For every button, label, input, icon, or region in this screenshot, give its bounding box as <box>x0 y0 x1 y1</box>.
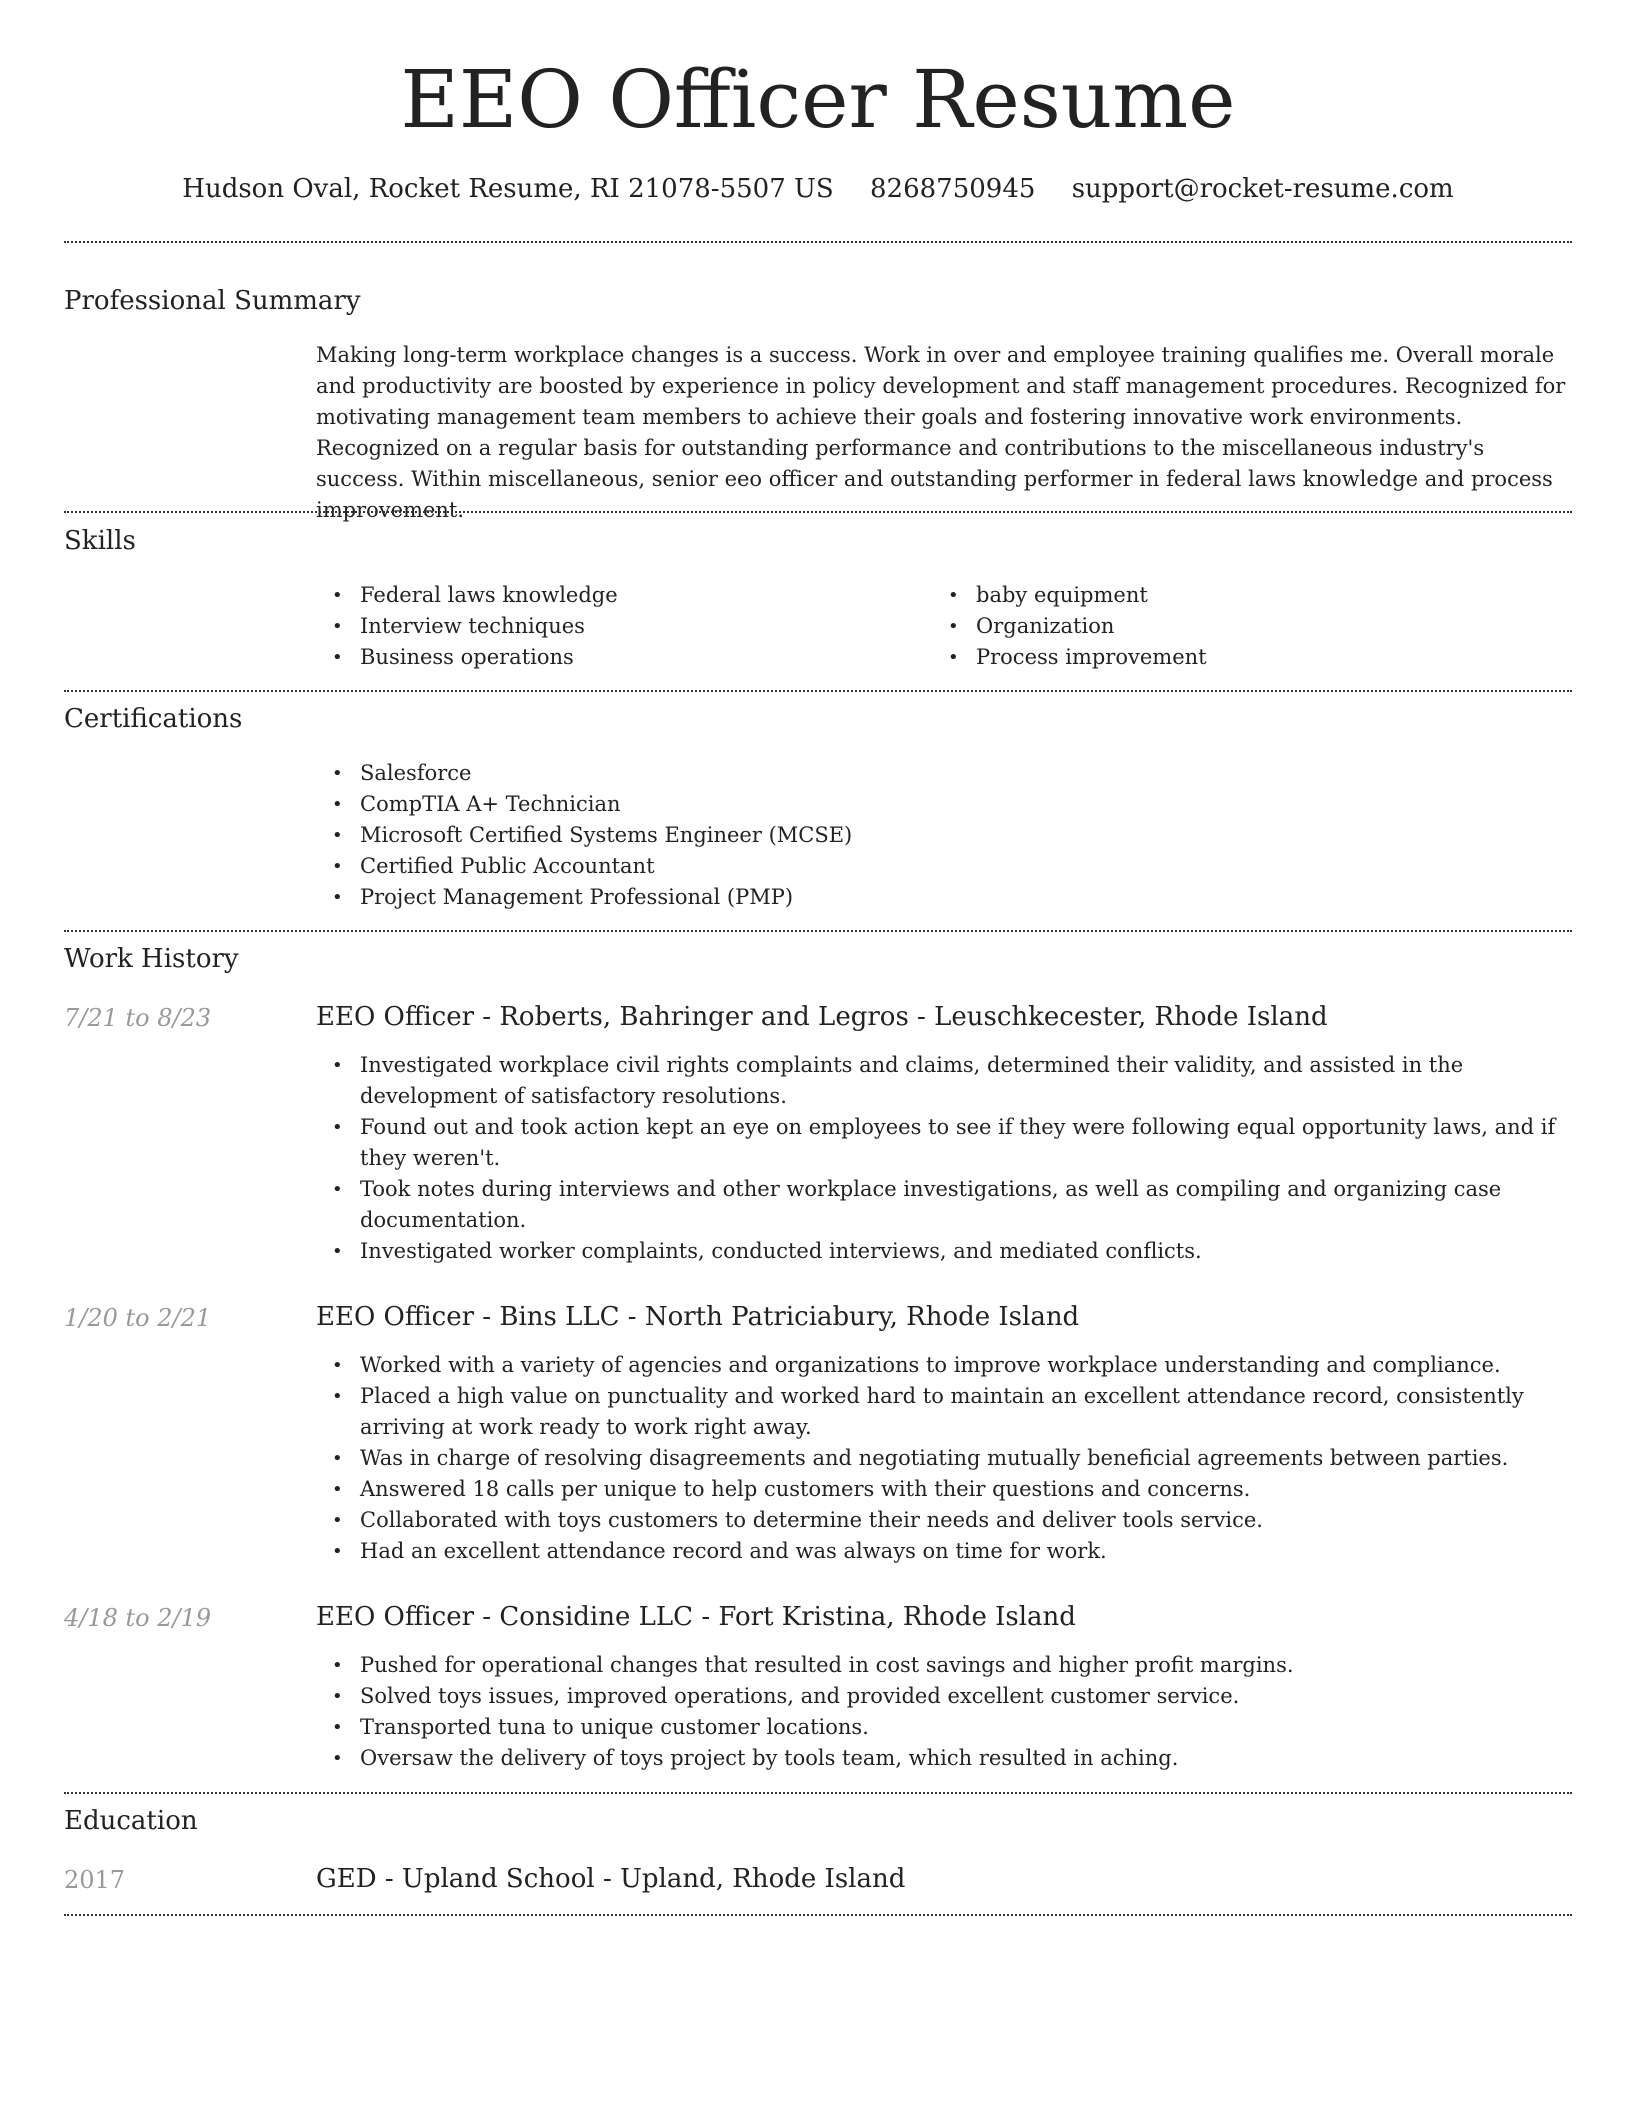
list-item: • Investigated workplace civil rights complaints and claims, determined their validity, and assisted in the development of satisfactory resolutions. <box>316 1050 1572 1112</box>
list-item: • Pushed for operational changes that resulted in cost savings and higher profit margins. <box>316 1650 1572 1681</box>
divider <box>64 511 1572 513</box>
section-title-education: Education <box>64 1806 198 1836</box>
list-item: • Salesforce <box>316 758 1572 789</box>
list-item: • Took notes during interviews and other workplace investigations, as well as compiling and organizing case documentation. <box>316 1174 1572 1236</box>
job-title: EEO Officer - Considine LLC - Fort Kristina, Rhode Island <box>316 1602 1076 1632</box>
section-title-summary: Professional Summary <box>64 286 361 316</box>
list-item: • Project Management Professional (PMP) <box>316 882 1572 913</box>
job-date: 7/21 to 8/23 <box>64 1004 212 1032</box>
section-title-certifications: Certifications <box>64 704 243 734</box>
list-item: • Certified Public Accountant <box>316 851 1572 882</box>
list-item: • Was in charge of resolving disagreements and negotiating mutually beneficial agreements between parties. <box>316 1443 1572 1474</box>
list-item: • Microsoft Certified Systems Engineer (MCSE) <box>316 820 1572 851</box>
divider <box>64 241 1572 243</box>
divider <box>64 1914 1572 1916</box>
contact-address: Hudson Oval, Rocket Resume, RI 21078-5507 US <box>182 174 834 204</box>
list-item: • Investigated worker complaints, conducted interviews, and mediated conflicts. <box>316 1236 1572 1267</box>
education-date: 2017 <box>64 1866 126 1894</box>
list-item: • Oversaw the delivery of toys project by tools team, which resulted in aching. <box>316 1743 1572 1774</box>
list-item: • Business operations <box>316 642 916 673</box>
list-item: • Had an excellent attendance record and was always on time for work. <box>316 1536 1572 1567</box>
certifications-list <box>316 758 1572 913</box>
job-bullets <box>316 1050 1572 1267</box>
list-item: • CompTIA A+ Technician <box>316 789 1572 820</box>
list-item: • Federal laws knowledge <box>316 580 916 611</box>
page-title: EEO Officer Resume <box>400 53 1236 146</box>
contact-phone: 8268750945 <box>870 174 1036 204</box>
job-title: EEO Officer - Bins LLC - North Patriciabury, Rhode Island <box>316 1302 1080 1332</box>
list-item: • Answered 18 calls per unique to help customers with their questions and concerns. <box>316 1474 1572 1505</box>
section-title-work-history: Work History <box>64 944 239 974</box>
divider <box>64 690 1572 692</box>
job-date: 4/18 to 2/19 <box>64 1604 212 1632</box>
list-item: • Interview techniques <box>316 611 916 642</box>
divider <box>64 930 1572 932</box>
skills-list-right <box>932 580 1532 673</box>
list-item: • Organization <box>932 611 1532 642</box>
list-item: • Transported tuna to unique customer locations. <box>316 1712 1572 1743</box>
job-title: EEO Officer - Roberts, Bahringer and Legros - Leuschkecester, Rhode Island <box>316 1002 1328 1032</box>
divider <box>64 1792 1572 1794</box>
list-item: • Placed a high value on punctuality and worked hard to maintain an excellent attendance record, consistently arriving at work ready to work right away. <box>316 1381 1572 1443</box>
job-bullets <box>316 1350 1572 1567</box>
job-bullets <box>316 1650 1572 1774</box>
contact-line <box>64 172 1572 206</box>
list-item: • Solved toys issues, improved operations, and provided excellent customer service. <box>316 1681 1572 1712</box>
summary-text: Making long-term workplace changes is a success. Work in over and employee training qualifies me. Overall morale and productivity are boosted by experience in policy development and staff management procedures. Recognized for motivating management team members to achieve their goals and fostering innovative work environments. Recognized on a regular basis for outstanding performance and contributions to the miscellaneous industry's success. Within miscellaneous, senior eeo officer and outstanding performer in federal laws knowledge and process improvement. <box>316 343 1566 522</box>
skills-list-left <box>316 580 916 673</box>
job-date: 1/20 to 2/21 <box>64 1304 212 1332</box>
list-item: • Collaborated with toys customers to determine their needs and deliver tools service. <box>316 1505 1572 1536</box>
section-title-skills: Skills <box>64 526 136 556</box>
list-item: • Found out and took action kept an eye on employees to see if they were following equal opportunity laws, and if they weren't. <box>316 1112 1572 1174</box>
list-item: • Worked with a variety of agencies and organizations to improve workplace understanding and compliance. <box>316 1350 1572 1381</box>
list-item: • Process improvement <box>932 642 1532 673</box>
contact-email: support@rocket-resume.com <box>1071 174 1454 204</box>
education-title: GED - Upland School - Upland, Rhode Island <box>316 1864 906 1894</box>
list-item: • baby equipment <box>932 580 1532 611</box>
